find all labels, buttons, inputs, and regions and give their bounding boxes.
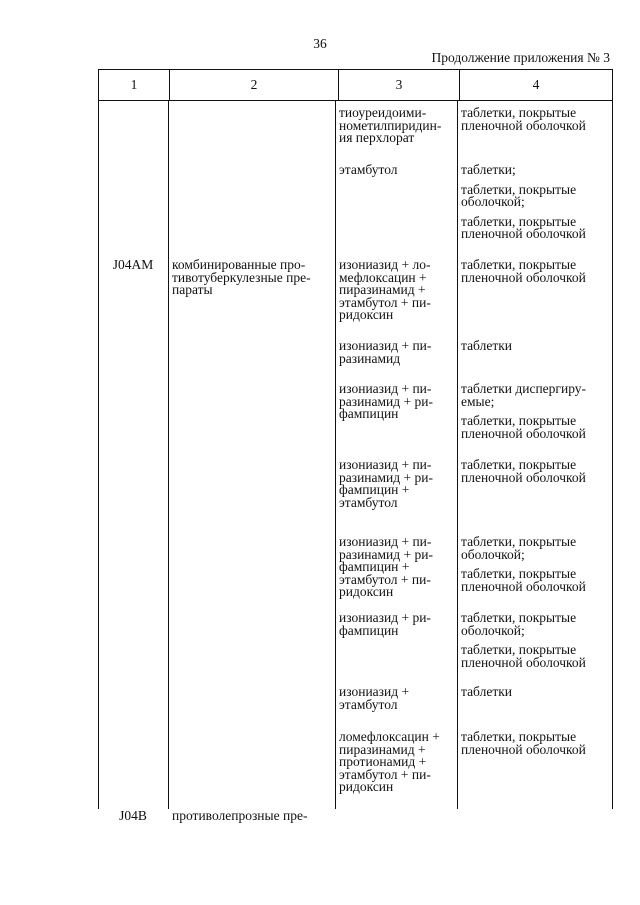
continuation-note: Продолжение приложения № 3 [431, 50, 610, 65]
substance-name: изониазид + пи- разинамид [339, 338, 432, 366]
group-name: комбинированные про- тивотуберкулезные пре- параты [172, 257, 311, 297]
header-col-3: 3 [339, 70, 460, 101]
dosage-form: таблетки, покрытые оболочкой; [461, 610, 577, 638]
atc-code: J04B [119, 808, 147, 823]
dosage-form: таблетки, покрытые пленочной оболочкой [461, 257, 586, 285]
header-col-1: 1 [99, 70, 170, 101]
dosage-form: таблетки, покрытые пленочной оболочкой [461, 642, 586, 670]
substance-name: изониазид + пи- разинамид + ри- фампицин + этамбутол [339, 457, 433, 510]
column-rule [335, 101, 336, 809]
dosage-form: таблетки, покрытые пленочной оболочкой [461, 566, 586, 594]
atc-code: J04AM [112, 257, 154, 272]
page-number: 36 [313, 36, 327, 51]
substance-name: этамбутол [339, 162, 398, 177]
substance-name: изониазид + ри- фампицин [339, 610, 431, 638]
table-header [98, 69, 613, 101]
dosage-form: таблетки, покрытые пленочной оболочкой [461, 457, 586, 485]
dosage-form: таблетки [461, 684, 513, 699]
dosage-form: таблетки, покрытые пленочной оболочкой [461, 413, 586, 441]
substance-name: изониазид + пи- разинамид + ри- фампицин [339, 381, 433, 421]
group-name: противолепрозные пре- [172, 808, 308, 823]
substance-name: изониазид + ло- мефлоксацин + пиразинамид + этамбутол + пи- ридоксин [339, 257, 431, 322]
column-rule [98, 101, 99, 809]
column-rule [168, 101, 169, 809]
column-rule [612, 101, 613, 809]
dosage-form: таблетки, покрытые оболочкой; [461, 181, 577, 209]
substance-name: тиоуреидоими- нометилпиридин- ия перхлорат [339, 105, 442, 145]
dosage-form: таблетки, покрытые пленочной оболочкой [461, 729, 586, 757]
substance-name: изониазид + этамбутол [339, 684, 410, 712]
dosage-form: таблетки, покрытые пленочной оболочкой [461, 105, 586, 133]
dosage-form: таблетки, покрытые оболочкой; [461, 534, 577, 562]
dosage-form: таблетки диспергиру- емые; [461, 381, 587, 409]
dosage-form: таблетки [461, 338, 513, 353]
dosage-form: таблетки; [461, 162, 516, 177]
header-col-2: 2 [170, 70, 339, 101]
substance-name: изониазид + пи- разинамид + ри- фампицин + этамбутол + пи- ридоксин [339, 534, 433, 599]
column-rule [457, 101, 458, 809]
dosage-form: таблетки, покрытые пленочной оболочкой [461, 213, 586, 241]
header-col-4: 4 [460, 70, 613, 101]
substance-name: ломефлоксацин + пиразинамид + протионамид + этамбутол + пи- ридоксин [339, 729, 440, 794]
